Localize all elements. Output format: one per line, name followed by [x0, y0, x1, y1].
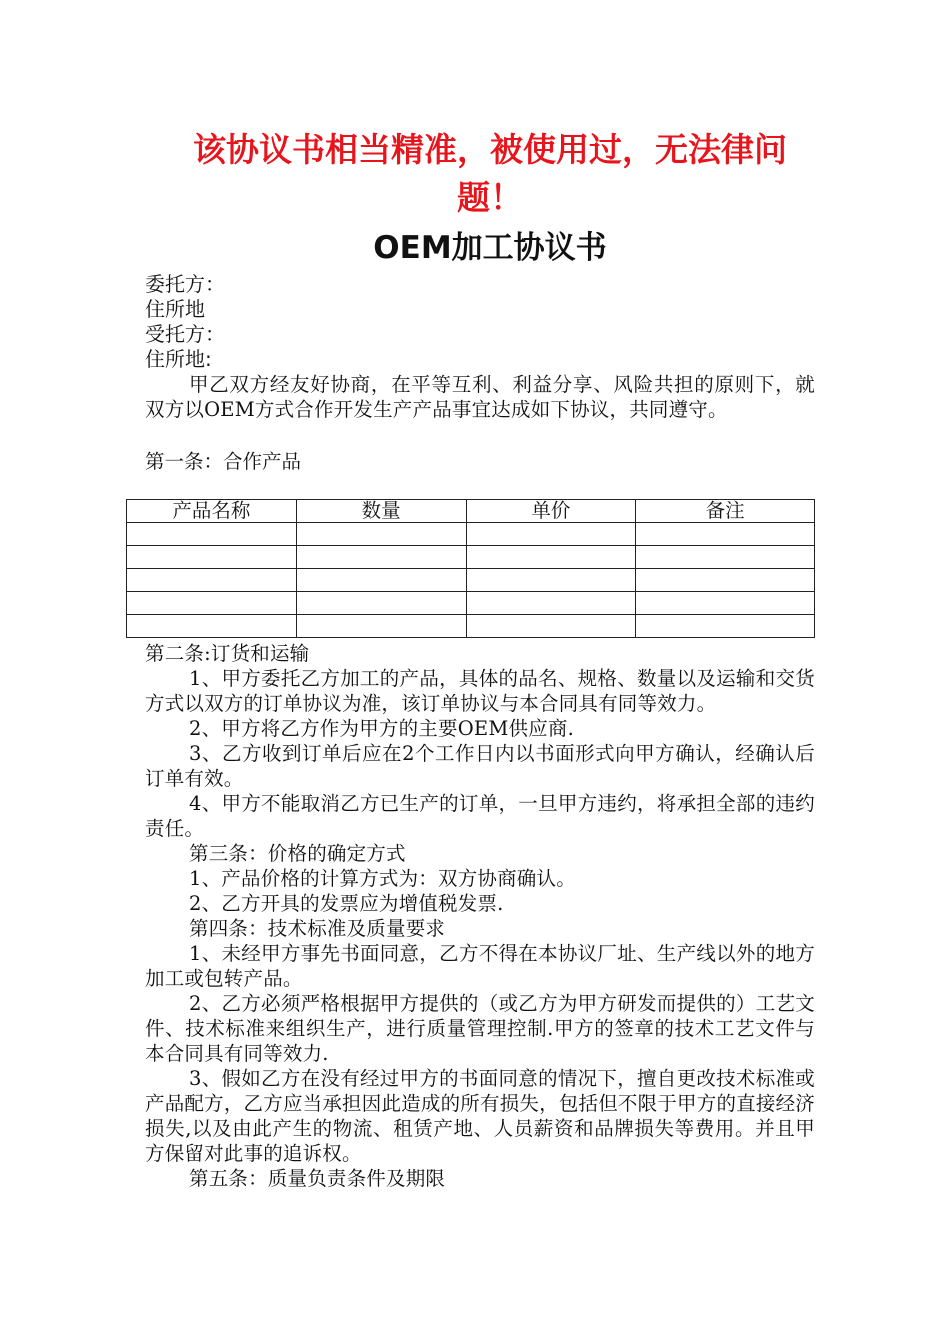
banner-line-2: 题！: [457, 178, 523, 217]
table-cell: [127, 523, 297, 546]
document-title: OEM加工协议书: [373, 230, 607, 266]
table-cell: [296, 523, 466, 546]
preamble-paragraph: 甲乙双方经友好协商，在平等互利、利益分享、风险共担的原则下，就双方以OEM方式合作开发生产产品事宜达成如下协议，共同遵守。: [145, 373, 815, 421]
parties-block: [145, 272, 815, 372]
table-row: [127, 592, 815, 615]
products-table: [126, 499, 815, 638]
column-header-remarks: 备注: [636, 500, 815, 523]
article-3-item-2: 2、乙方开具的发票应为增值税发票.: [189, 892, 504, 915]
article-2-item-3: 3、乙方收到订单后应在2个工作日内以书面形式向甲方确认，经确认后订单有效。: [145, 742, 815, 790]
banner-line-1: 该协议书相当精准，被使用过，无法律问: [193, 130, 787, 169]
party-client-label: 委托方：: [145, 272, 225, 296]
table-cell: [466, 523, 636, 546]
article-2-item-2: 2、甲方将乙方作为甲方的主要OEM供应商.: [189, 717, 574, 740]
party-client-address-label: 住所地: [145, 297, 205, 321]
table-cell: [466, 546, 636, 569]
table-cell: [636, 523, 815, 546]
table-cell: [127, 592, 297, 615]
table-cell: [636, 592, 815, 615]
article-2-item-4: 4、甲方不能取消乙方已生产的订单，一旦甲方违约，将承担全部的违约责任。: [145, 792, 815, 840]
article-4-heading: 第四条：技术标准及质量要求: [189, 917, 446, 940]
table-cell: [296, 546, 466, 569]
table-cell: [636, 546, 815, 569]
table-row: [127, 569, 815, 592]
article-2-heading: 第二条:订货和运输: [145, 642, 310, 665]
column-header-unit-price: 单价: [466, 500, 636, 523]
table-cell: [296, 592, 466, 615]
party-contractor-label: 受托方：: [145, 322, 225, 346]
table-cell: [466, 615, 636, 638]
article-4-item-1: 1、未经甲方事先书面同意，乙方不得在本协议厂址、生产线以外的地方加工或包转产品。: [145, 942, 815, 990]
table-cell: [636, 615, 815, 638]
column-header-product-name: 产品名称: [127, 500, 297, 523]
table-cell: [296, 615, 466, 638]
table-row: [127, 615, 815, 638]
table-cell: [127, 615, 297, 638]
warning-banner: [130, 126, 850, 222]
table-cell: [127, 546, 297, 569]
table-cell: [127, 569, 297, 592]
table-header-row: [127, 500, 815, 523]
table-row: [127, 523, 815, 546]
article-4-item-3: 3、假如乙方在没有经过甲方的书面同意的情况下，擅自更改技术标准或产品配方，乙方应当承担因此造成的所有损失，包括但不限于甲方的直接经济损失,以及由此产生的物流、租赁产地、人员薪资和品牌损失等费用。并且甲方保留对此事的追诉权。: [145, 1067, 815, 1165]
table-cell: [466, 569, 636, 592]
articles-block: [145, 641, 815, 1191]
article-5-heading: 第五条：质量负责条件及期限: [189, 1167, 446, 1190]
column-header-quantity: 数量: [296, 500, 466, 523]
article-3-item-1: 1、产品价格的计算方式为：双方协商确认。: [189, 867, 576, 890]
table-cell: [296, 569, 466, 592]
party-contractor-address-label: 住所地:: [145, 347, 212, 371]
article-1-heading: 第一条：合作产品: [145, 450, 302, 473]
table-cell: [636, 569, 815, 592]
table-row: [127, 546, 815, 569]
preamble-block: [145, 372, 815, 422]
article-3-heading: 第三条：价格的确定方式: [189, 842, 406, 865]
table-cell: [466, 592, 636, 615]
article-2-item-1: 1、甲方委托乙方加工的产品，具体的品名、规格、数量以及运输和交货方式以双方的订单协议为准，该订单协议与本合同具有同等效力。: [145, 667, 815, 715]
article-4-item-2: 2、乙方必须严格根据甲方提供的（或乙方为甲方研发而提供的）工艺文件、技术标准来组织生产，进行质量管理控制.甲方的签章的技术工艺文件与本合同具有同等效力.: [145, 992, 815, 1065]
